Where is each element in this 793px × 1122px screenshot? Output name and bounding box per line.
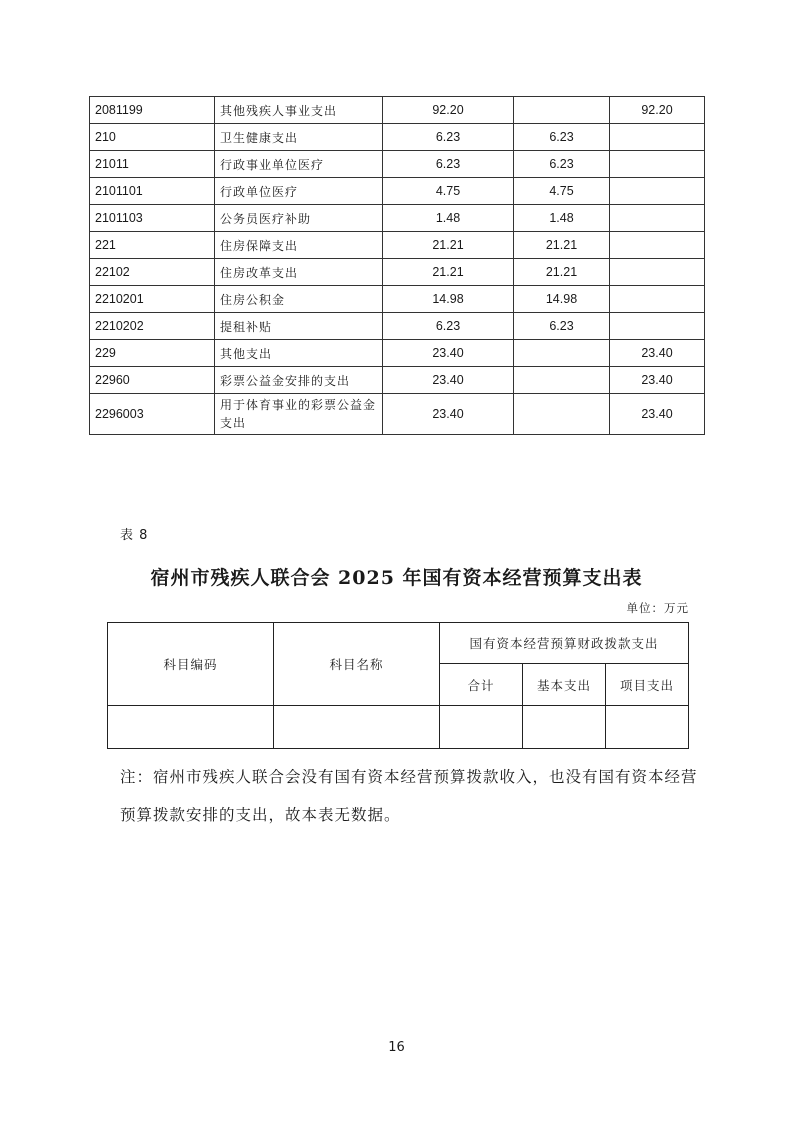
cell-code: 2210201 (90, 286, 215, 313)
cell-basic: 1.48 (514, 205, 610, 232)
empty-cell (606, 706, 689, 749)
header-basic: 基本支出 (523, 664, 606, 706)
cell-total: 23.40 (383, 367, 514, 394)
header-total: 合计 (440, 664, 523, 706)
empty-cell (274, 706, 440, 749)
cell-name: 彩票公益金安排的支出 (215, 367, 383, 394)
cell-basic (514, 394, 610, 435)
cell-name: 其他残疾人事业支出 (215, 97, 383, 124)
empty-cell (523, 706, 606, 749)
header-group: 国有资本经营预算财政拨款支出 (440, 623, 689, 664)
page-title: 宿州市残疾人联合会 2025 年国有资本经营预算支出表 (150, 567, 643, 589)
header-project: 项目支出 (606, 664, 689, 706)
cell-project: 92.20 (610, 97, 705, 124)
cell-basic (514, 340, 610, 367)
cell-code: 2101103 (90, 205, 215, 232)
cell-basic: 6.23 (514, 124, 610, 151)
cell-basic (514, 97, 610, 124)
cell-code: 229 (90, 340, 215, 367)
cell-code: 210 (90, 124, 215, 151)
cell-total: 1.48 (383, 205, 514, 232)
header-name: 科目名称 (274, 623, 440, 706)
table-row (90, 97, 705, 124)
cell-total: 14.98 (383, 286, 514, 313)
table-row (90, 286, 705, 313)
cell-name: 住房保障支出 (215, 232, 383, 259)
cell-code: 2210202 (90, 313, 215, 340)
table-header-row (108, 623, 689, 664)
cell-basic: 4.75 (514, 178, 610, 205)
table-row (90, 232, 705, 259)
cell-project: 23.40 (610, 367, 705, 394)
page-number: 16 (388, 1040, 405, 1055)
cell-total: 21.21 (383, 259, 514, 286)
table-row (90, 394, 705, 435)
cell-total: 6.23 (383, 313, 514, 340)
cell-name: 提租补贴 (215, 313, 383, 340)
cell-code: 21011 (90, 151, 215, 178)
cell-total: 21.21 (383, 232, 514, 259)
header-code: 科目编码 (108, 623, 274, 706)
cell-name: 行政事业单位医疗 (215, 151, 383, 178)
cell-project (610, 286, 705, 313)
cell-name: 卫生健康支出 (215, 124, 383, 151)
cell-code: 22102 (90, 259, 215, 286)
state-capital-budget-table (107, 622, 689, 749)
cell-code: 22960 (90, 367, 215, 394)
table-row (90, 313, 705, 340)
table-row (90, 340, 705, 367)
cell-total: 6.23 (383, 151, 514, 178)
cell-code: 221 (90, 232, 215, 259)
cell-total: 6.23 (383, 124, 514, 151)
cell-basic (514, 367, 610, 394)
empty-data-row (108, 706, 689, 749)
cell-total: 23.40 (383, 340, 514, 367)
empty-cell (440, 706, 523, 749)
table-row (90, 124, 705, 151)
table-row (90, 367, 705, 394)
table-row (90, 151, 705, 178)
table-row (90, 178, 705, 205)
cell-basic: 21.21 (514, 259, 610, 286)
cell-project (610, 205, 705, 232)
cell-name: 公务员医疗补助 (215, 205, 383, 232)
cell-project: 23.40 (610, 394, 705, 435)
cell-name: 行政单位医疗 (215, 178, 383, 205)
empty-cell (108, 706, 274, 749)
cell-project (610, 232, 705, 259)
cell-code: 2101101 (90, 178, 215, 205)
cell-basic: 14.98 (514, 286, 610, 313)
cell-basic: 6.23 (514, 151, 610, 178)
cell-name: 住房改革支出 (215, 259, 383, 286)
cell-basic: 6.23 (514, 313, 610, 340)
table-label: 表 8 (120, 528, 149, 543)
table-row (90, 205, 705, 232)
cell-code: 2081199 (90, 97, 215, 124)
cell-project (610, 259, 705, 286)
expense-table-body (90, 97, 705, 435)
table-row (90, 259, 705, 286)
cell-project (610, 124, 705, 151)
cell-project: 23.40 (610, 340, 705, 367)
cell-code: 2296003 (90, 394, 215, 435)
cell-project (610, 313, 705, 340)
expense-table (89, 96, 705, 435)
cell-name: 住房公积金 (215, 286, 383, 313)
cell-project (610, 178, 705, 205)
cell-name: 用于体育事业的彩票公益金支出 (215, 394, 383, 435)
cell-project (610, 151, 705, 178)
cell-total: 92.20 (383, 97, 514, 124)
cell-basic: 21.21 (514, 232, 610, 259)
table-note: 注：宿州市残疾人联合会没有国有资本经营预算拨款收入，也没有国有资本经营预算拨款安排的支出，故本表无数据。 (120, 768, 698, 824)
cell-total: 23.40 (383, 394, 514, 435)
cell-total: 4.75 (383, 178, 514, 205)
unit-label: 单位：万元 (626, 601, 689, 615)
cell-name: 其他支出 (215, 340, 383, 367)
